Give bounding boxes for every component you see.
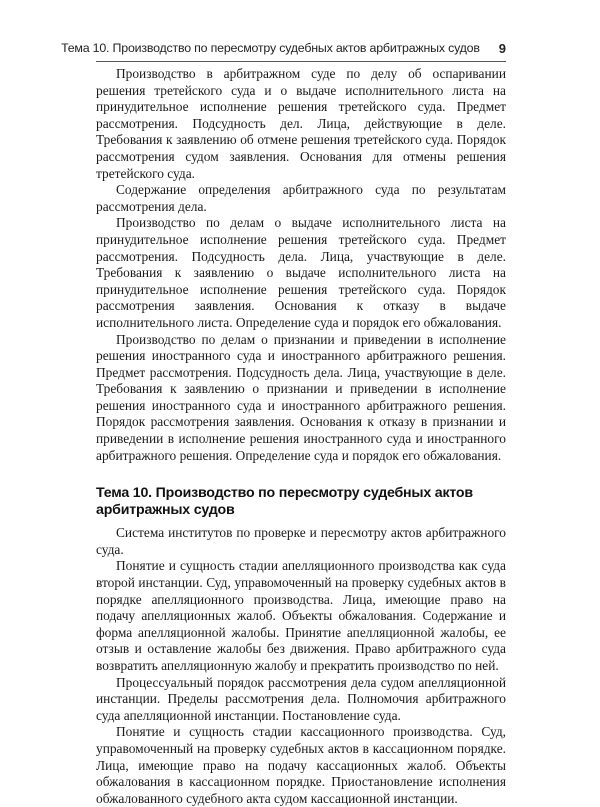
paragraph: Система институтов по проверке и пересмотру актов арбитражного суда.: [96, 525, 506, 557]
running-header: [61, 37, 506, 59]
paragraph: Производство по делам о признании и приведении в исполнение решения иностранного суда и иностранного арбитражного решения. Предмет рассмотрения. Подсудность дела. Лица, участвующие в деле. Требования к заявлению о признании и приведении в исполнение решения иностранного суда и иностранного арбитражного решения. Порядок рассмотрения заявления. Основания к отказу в признании и приведении в исполнение решения иностранного суда и иностранного арбитражного решения. Определение суда и порядок его обжалования.: [96, 331, 506, 463]
paragraph: Понятие и сущность стадии апелляционного производства как суда второй инстанции. Суд, управомоченный на проверку судебных актов в порядке апелляционного производства. Лица, имеющие право на подачу апелляционных жалоб. Объекты обжалования. Содержание и форма апелляционной жалобы. Принятие апелляционной жалобы, ее отзыв и оставление жалобы без движения. Право арбитражного суда возвратить апелляционную жалобу и прекратить производство по ней.: [96, 558, 506, 673]
page-number: 9: [498, 40, 506, 56]
paragraph: Процессуальный порядок рассмотрения дела судом апелляционной инстанции. Пределы рассмотрения дела. Полномочия арбитражного суда апелляционной инстанции. Постановление суда.: [96, 674, 506, 723]
header-rule: [96, 61, 506, 62]
section-heading: Тема 10. Производство по пересмотру судебных актов арбитражных судов: [96, 485, 473, 519]
page-body: [96, 66, 506, 807]
paragraph: Производство в арбитражном суде по делу об оспаривании решения третейского суда и о выдаче исполнительного листа на принудительное исполнение решения третейского суда. Предмет рассмотрения. Подсудность дел. Лица, действующие в деле. Требования к заявлению об отмене решения третейского суда. Порядок рассмотрения судом заявления. Основания для отмены решения третейского суда.: [96, 66, 506, 181]
running-head-title: Тема 10. Производство по пересмотру судебных актов арбитражных судов: [61, 41, 480, 55]
paragraph: Производство по делам о выдаче исполнительного листа на принудительное исполнение решения третейского суда. Предмет рассмотрения. Подсудность дела. Лица, участвующие в деле. Требования к заявлению о выдаче исполнительного листа на принудительное исполнение решения третейского суда. Порядок рассмотрения заявления. Основания к отказу в выдаче исполнительного листа. Определение суда и порядок его обжалования.: [96, 215, 506, 330]
paragraph: Содержание определения арбитражного суда по результатам рассмотрения дела.: [96, 182, 506, 214]
paragraph: Понятие и сущность стадии кассационного производства. Суд, управомоченный на проверку судебных актов в кассационном порядке. Лица, имеющие право на подачу кассационных жалоб. Объекты обжалования в кассационном порядке. Приостановление исполнения обжалованного судебного акта судом кассационной инстанции.: [96, 724, 506, 806]
